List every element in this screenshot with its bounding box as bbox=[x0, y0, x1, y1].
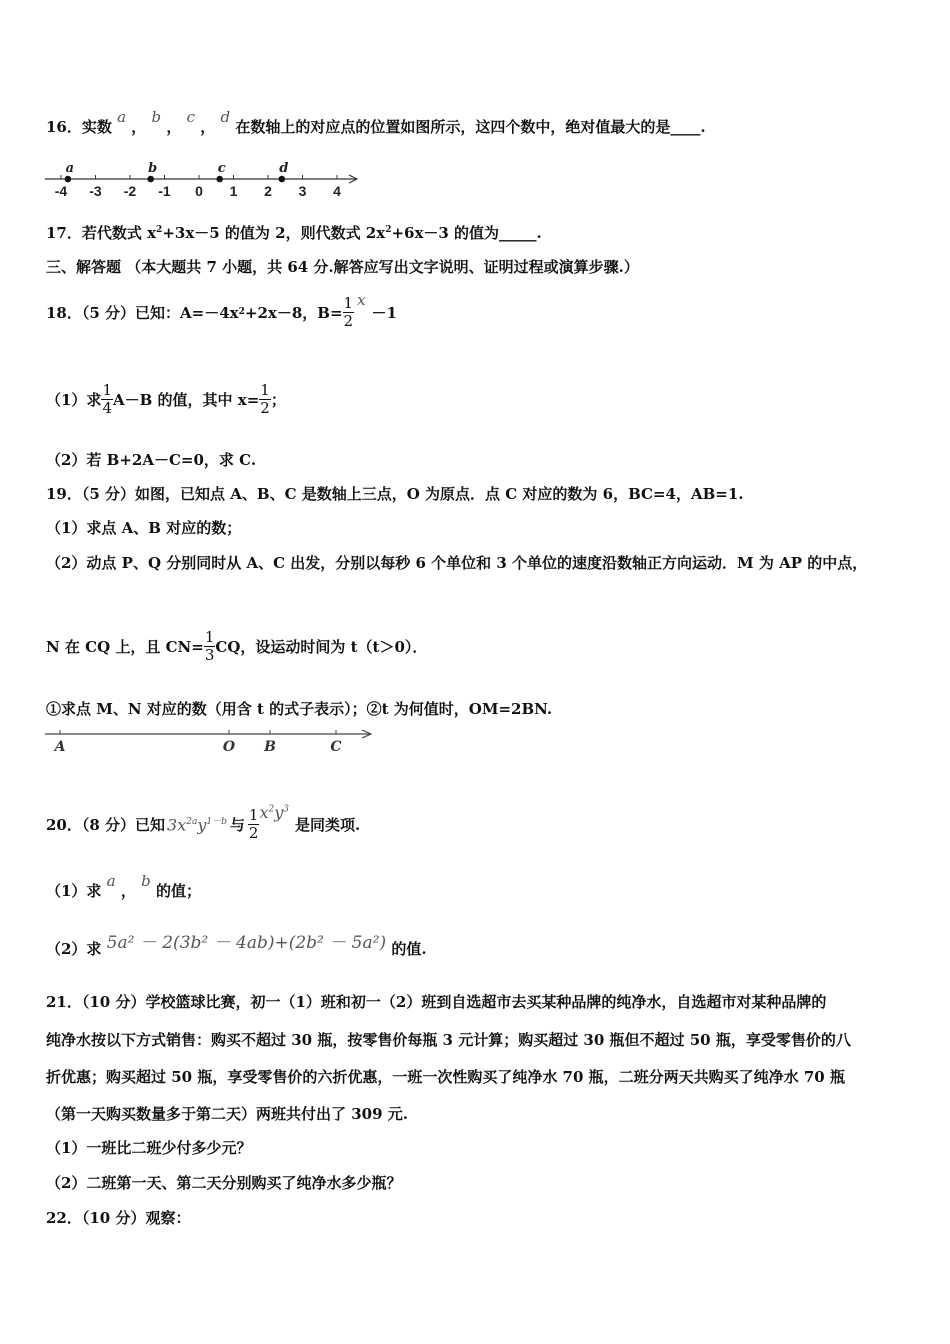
q20-with: 与 bbox=[229, 815, 245, 834]
q20-p1-pre: （1）求 bbox=[46, 882, 102, 900]
q20-y2: y bbox=[274, 802, 284, 822]
tick-label: 0 bbox=[195, 183, 203, 199]
q20-p2-pre: （2）求 bbox=[46, 940, 102, 958]
q20-exp-1-b: 1－b bbox=[206, 816, 227, 827]
q20-p2-expression: 5a² － 2(3b² － 4ab)+(2b² － 5a²) bbox=[106, 933, 387, 953]
q18-x: x bbox=[357, 291, 366, 309]
section-3-heading: 三、解答题 （本大题共 7 小题，共 64 分.解答应写出文字说明、证明过程或演算步骤.） bbox=[46, 258, 639, 276]
q19-line3: （2）动点 P、Q 分别同时从 A、C 出发，分别以每秒 6 个单位和 3 个单位的速度沿数轴正方向运动．M 为 AP 的中点， bbox=[46, 554, 868, 572]
q20-p1-post: 的值； bbox=[155, 882, 201, 900]
numerator: 1 bbox=[248, 805, 259, 824]
tick-label: 3 bbox=[298, 183, 307, 199]
q18-p1-pre: （1）求 bbox=[46, 390, 102, 409]
q22-line: 22．（10 分）观察： bbox=[46, 1209, 191, 1227]
denominator: 3 bbox=[204, 645, 215, 664]
point-b bbox=[147, 176, 154, 183]
denominator: 2 bbox=[343, 311, 354, 330]
q21-part1: （1）一班比二班少付多少元？ bbox=[46, 1139, 252, 1157]
number-line-16 bbox=[40, 155, 370, 201]
q19-line1: 19．（5 分）如图，已知点 A、B、C 是数轴上三点，O 为原点．点 C 对应的数为 6，BC=4，AB=1. bbox=[46, 485, 744, 503]
q20-term2 bbox=[259, 803, 289, 822]
q17-exp2: 2 bbox=[385, 225, 392, 235]
q18-post: －1 bbox=[371, 303, 397, 322]
q16-number: 16．实数 bbox=[46, 118, 112, 136]
denominator: 2 bbox=[248, 823, 259, 842]
label-C: C bbox=[330, 739, 342, 755]
q20-y: y bbox=[197, 815, 207, 835]
q19-line4 bbox=[46, 610, 427, 682]
q19-l4-post: CQ，设运动时间为 t（t＞0）． bbox=[215, 637, 428, 656]
q20-p2-post: 的值. bbox=[391, 940, 427, 958]
comma: ， bbox=[120, 882, 136, 900]
q21-line4: （第一天购买数量多于第二天）两班共付出了 309 元. bbox=[46, 1105, 408, 1123]
point-d bbox=[279, 176, 286, 183]
tick-label: -2 bbox=[123, 183, 137, 199]
q20-term1 bbox=[167, 814, 227, 834]
q20-part2 bbox=[46, 934, 427, 959]
q18-p1-fraction bbox=[101, 382, 113, 417]
numerator: 1 bbox=[204, 627, 215, 646]
comma: ， bbox=[166, 118, 182, 136]
tick-label: -1 bbox=[158, 183, 171, 199]
q18-p1-mid: A－B 的值，其中 x= bbox=[112, 390, 260, 409]
q17-line bbox=[46, 222, 542, 243]
q20-x-exp: 2 bbox=[268, 804, 275, 815]
q20-3x: 3x bbox=[167, 815, 187, 835]
q19-line5: ①求点 M、N 对应的数（用含 t 的式子表示）；②t 为何值时，OM=2BN. bbox=[46, 700, 553, 718]
comma: ， bbox=[131, 118, 147, 136]
tick-label: 4 bbox=[333, 183, 341, 199]
tick-label: -3 bbox=[89, 183, 102, 199]
tick-label: 1 bbox=[229, 183, 238, 199]
q21-line1: 21．（10 分）学校篮球比赛，初一（1）班和初一（2）班到自选超市去买某种品牌的纯净水，自选超市对某种品牌的 bbox=[46, 993, 827, 1011]
q16-text: 在数轴上的对应点的位置如图所示，这四个数中，绝对值最大的是____. bbox=[235, 118, 706, 136]
denominator: 2 bbox=[260, 398, 270, 417]
q17-exp1: 2 bbox=[156, 225, 163, 235]
point-label-a: a bbox=[65, 161, 75, 176]
label-B: B bbox=[264, 739, 276, 755]
q18-fraction bbox=[343, 295, 355, 330]
q18-part1 bbox=[46, 362, 286, 436]
q20-part1 bbox=[46, 872, 201, 901]
q19-line2: （1）求点 A、B 对应的数； bbox=[46, 519, 242, 537]
q21-line2: 纯净水按以下方式销售：购买不超过 30 瓶，按零售价每瓶 3 元计算；购买超过 30 瓶但不超过 50 瓶，享受零售价的八 bbox=[46, 1031, 851, 1049]
point-label-c: c bbox=[217, 161, 226, 176]
numerator: 1 bbox=[102, 380, 112, 399]
numerator: 1 bbox=[343, 293, 354, 312]
q18-p1-x-fraction bbox=[259, 382, 271, 417]
q20-p1-a: a bbox=[106, 872, 116, 890]
tick-label: -4 bbox=[54, 183, 68, 199]
q16-line bbox=[46, 108, 706, 137]
q20-exp-2a: 2a bbox=[186, 816, 198, 827]
q20-post: 是同类项. bbox=[295, 815, 361, 834]
q19-fraction bbox=[204, 629, 216, 664]
q20-pre: 20．（8 分）已知 bbox=[46, 815, 166, 834]
q17-pre: 17．若代数式 x bbox=[46, 224, 157, 242]
q16-var-a: a bbox=[117, 108, 127, 126]
comma: ， bbox=[200, 118, 216, 136]
q20-fraction bbox=[248, 807, 260, 842]
label-O: O bbox=[222, 739, 236, 755]
number-line-19 bbox=[40, 724, 380, 758]
q21-line3: 折优惠；购买超过 50 瓶，享受零售价的六折优惠，一班一次性购买了纯净水 70 瓶，二班分两天共购买了纯净水 70 瓶 bbox=[46, 1068, 845, 1086]
q19-l4-pre: N 在 CQ 上，且 CN= bbox=[46, 637, 204, 656]
q16-var-c: c bbox=[186, 108, 196, 126]
q18-mid: +2x－8，B= bbox=[244, 303, 343, 322]
q18-exp: 2 bbox=[238, 307, 245, 317]
q18-part2: （2）若 B+2A－C=0，求 C. bbox=[46, 451, 257, 469]
q17-post: +6x－3 的值为_____. bbox=[391, 224, 542, 242]
point-a bbox=[65, 176, 72, 183]
q20-x: x bbox=[259, 802, 269, 822]
q17-mid: +3x－5 的值为 2，则代数式 2x bbox=[162, 224, 386, 242]
denominator: 4 bbox=[102, 398, 112, 417]
q20-p1-b: b bbox=[141, 872, 151, 890]
q18-line bbox=[46, 282, 397, 342]
point-label-b: b bbox=[148, 161, 158, 176]
q18-p1-post: ； bbox=[270, 390, 286, 409]
q20-line bbox=[46, 786, 360, 862]
numerator: 1 bbox=[260, 380, 270, 399]
tick-label: 2 bbox=[264, 183, 272, 199]
q16-var-b: b bbox=[151, 108, 162, 126]
point-label-d: d bbox=[279, 161, 289, 176]
q21-part2: （2）二班第一天、第二天分别购买了纯净水多少瓶？ bbox=[46, 1174, 402, 1192]
q18-pre: 18．（5 分）已知：A=－4x bbox=[46, 303, 239, 322]
q20-y-exp: 3 bbox=[283, 804, 289, 815]
point-c bbox=[216, 176, 223, 183]
label-A: A bbox=[54, 739, 66, 755]
q16-var-d: d bbox=[220, 108, 231, 126]
